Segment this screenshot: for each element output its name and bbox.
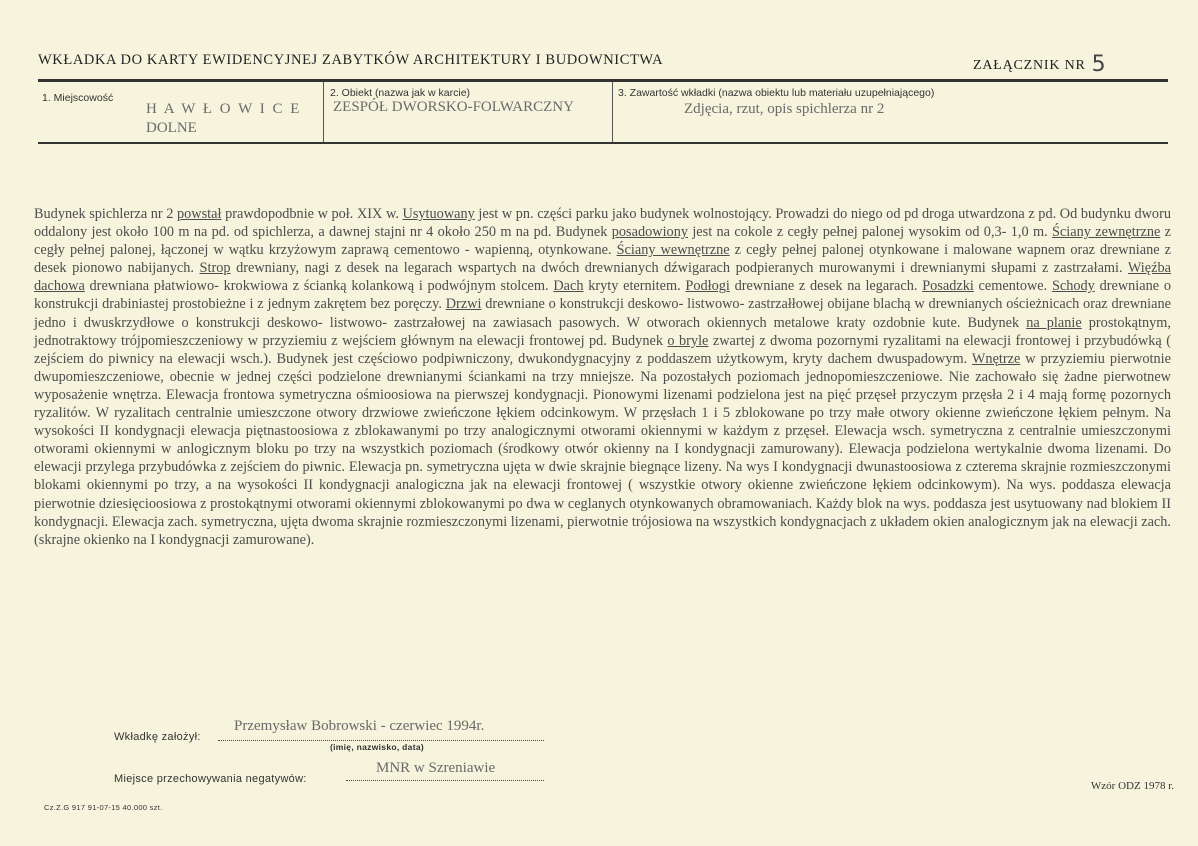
creator-value: Przemysław Bobrowski - czerwiec 1994r. <box>234 718 485 734</box>
underlined-term: Wnętrze <box>971 350 1021 367</box>
underlined-term: Schody <box>1051 278 1095 295</box>
locality-value-line1: H A W Ł O W I C E <box>146 101 302 117</box>
underlined-term: Drzwi <box>445 296 482 313</box>
storage-dotted-line <box>346 780 544 781</box>
text-seg: jest na cokole z cegły pełnej palonej wysokim od 0,3- 1,0 m. <box>688 224 1052 241</box>
text-seg: prawdopodbnie w poł. XIX w. <box>221 206 403 222</box>
text-seg: jest w pn. części parku jako budynek wolnostojący. Prowadzi do niego od pd droga utwardzona z pd. Od budynku dworu oddalony jest około 100 m na pd. od spichlerza, a dawnej stajni nr 4 około 250 m na pd. Budynek <box>34 206 1171 241</box>
underlined-term: Ściany wewnętrzne <box>616 242 730 259</box>
text-seg: drewniana płatwiowo- krokwiowa z ścianką kolankową i podwójnym stolcem. <box>84 278 554 295</box>
underlined-term: Dach <box>553 278 584 295</box>
underlined-term: o bryle <box>667 332 709 349</box>
underlined-term: powstał <box>177 206 222 222</box>
print-code: Cz.Z.G 917 91-07-15 40.000 szt. <box>44 803 163 812</box>
locality-value-line2: DOLNE <box>146 120 197 136</box>
underlined-term: Więźba dachowa <box>34 260 1171 295</box>
annex-label-text: ZAŁĄCZNIK NR <box>973 58 1086 73</box>
text-seg: drewniany, nagi z desek na legarach wspartych na dwóch drewnianych dźwigarach podpieranych murowanymi i drewnianymi słupami z zastrzałami. <box>230 260 1128 277</box>
content-value: Zdjęcia, rzut, opis spichlerza nr 2 <box>684 101 885 117</box>
text-seg: prostokątnym, jednotraktowy trójpomieszczeniowy w przyziemiu z wejściem głównym na elewacji frontowej pd. Budynek <box>34 314 1171 349</box>
text-seg: w przyziemiu pierwotnie dwupomieszczeniowe, obecnie w jednej części podzielone drewnianymi ściankami na trzy mniejsze. Na pozostałych poziomach jednopomieszczeniowe. Nie zachowało się żadne pierwotnew wyposażenie wnętrza. Elewacja frontowa symetryczna ośmioosiowa na pierwszej kondygnacji. Pionowymi lizenami podzielona jest na pięć przęseł przyczym przęsła 2 i 4 mają formę pozornych ryzalitów. W ryzalitach centralnie umieszczone otwory drzwiowe zwieńczone łękiem odcinkowym. W przęsłach 1 i 5 zblokowane po trzy małe otwory okienne zwieńczone łękiem pełnym. Na wysokości II kondygnacji elewacja piętnastoosiowa z zblokawanymi po trzy analogicznymi otworami okiennymi w każdym z przęseł. Elewacja wsch. symetryczna z centralnie umieszczonymi otworami okiennymi w anlogicznym bloku po trzy na wszystkich poziomach (środkowy otwór okienny na I kondygnacji zamurowany). Elewacja podzielona wertykalnie dwoma lizenami. Do elewacji przylega przybudówka z zejściem do piwnic. Elewacja pn. symetryczna ujęta w dwie skrajnie biegnące lizeny. Na wys I kondygnacji dwunastoosiowa z czterema skrajnie rozmieszczonymi blokami okiennymi po trzy, a na wysokości II kondygnacji analogiczna jak na elewacji frontowej ( wszystkie otwory okienne zwieńczone łękiem odcinkowym). Na wys. poddasza elewacja pierwotnie dziesięcioosiowa z prostokątnymi otworami okiennymi zblokowanymi po dwa w ceglanych otynkowanych obramowaniach. Każdy blok na wys. poddasza jest usytuowany nad blokiem II kondygnacji. Elewacja zach. symetryczna, ujęta dwoma skrajnie rozmieszczonymi lizenami, pierwotnie trójosiowa na wszystkich kondygnacjach z układem okien analogicznym jak na elewacji zach. (skrajne okienko na I kondygnacji zamurowane). <box>34 350 1171 548</box>
text-seg: z cegły pełnej palonej otynkowane i malowane wapnem oraz drewniane z desek pionowo nabijanych. <box>34 242 1171 277</box>
underlined-term: na planie <box>1026 314 1082 331</box>
underlined-term: posadowiony <box>611 224 688 241</box>
text-seg: drewniane o konstrukcji drabiniastej prostobieżne i z jednym zakrętem bez poręczy. <box>34 278 1171 313</box>
divider-2 <box>612 82 613 142</box>
creator-caption: (imię, nazwisko, data) <box>330 742 424 752</box>
annex-number: 5 <box>1091 52 1107 77</box>
divider-1 <box>323 82 324 142</box>
underlined-term: Podłogi <box>685 278 730 295</box>
storage-label: Miejsce przechowywania negatywów: <box>114 773 307 785</box>
text-seg: Budynek spichlerza nr 2 <box>34 206 177 222</box>
underlined-term: Ściany zewnętrzne <box>1051 224 1161 241</box>
underlined-term: Posadzki <box>922 278 974 295</box>
text-seg: cementowe. <box>973 278 1052 295</box>
form-header-title: WKŁADKA DO KARTY EWIDENCYJNEJ ZABYTKÓW ARCHITEKTURY I BUDOWNICTWA <box>38 52 664 68</box>
text-seg: zwartej z dwoma pozornymi ryzalitami na elewacji frontowej i przybudówką ( zejściem do piwnicy na elewacji wsch.). Budynek jest częściowo podpiwniczony, dwukondygnacyjny z poddaszem użytkowym, kryty dachem dwuspadowym. <box>34 332 1171 367</box>
annex-label <box>973 50 1106 75</box>
text-seg: kryty eternitem. <box>583 278 686 295</box>
bottom-rule <box>38 142 1168 144</box>
object-value: ZESPÓŁ DWORSKO-FOLWARCZNY <box>333 99 574 115</box>
text-seg: drewniane z desek na legarach. <box>729 278 923 295</box>
storage-value: MNR w Szreniawie <box>376 760 496 776</box>
description-text <box>34 205 1171 549</box>
creator-label: Wkładkę założył: <box>114 731 201 743</box>
content-label: 3. Zawartość wkładki (nazwa obiektu lub materiału uzupełniającego) <box>618 87 935 99</box>
text-seg: drewniane o konstrukcji deskowo- listwowo- zastrzałłowej obijane blachą w drewnianych ościeżnicach oraz drewniane jedno i dwuskrzydłowe o konstrukcji deskowo- listwowo- zastrzałowej na zawiasach pasowych. W otworach okiennych metalowe kraty ozdobnie kute. Budynek <box>34 296 1171 331</box>
underlined-term: Strop <box>199 260 231 277</box>
text-seg: z cegły pełnej palonej, łączonej w wątku krzyżowym zaprawą cementowo - wapienną, otynkowane. <box>34 224 1171 259</box>
locality-label: 1. Miejscowość <box>42 92 114 104</box>
creator-dotted-line <box>218 740 544 741</box>
object-label: 2. Obiekt (nazwa jak w karcie) <box>330 87 471 99</box>
top-rule <box>38 79 1168 82</box>
form-pattern: Wzór ODZ 1978 r. <box>1090 780 1174 792</box>
underlined-term: Usytuowany <box>402 206 475 222</box>
